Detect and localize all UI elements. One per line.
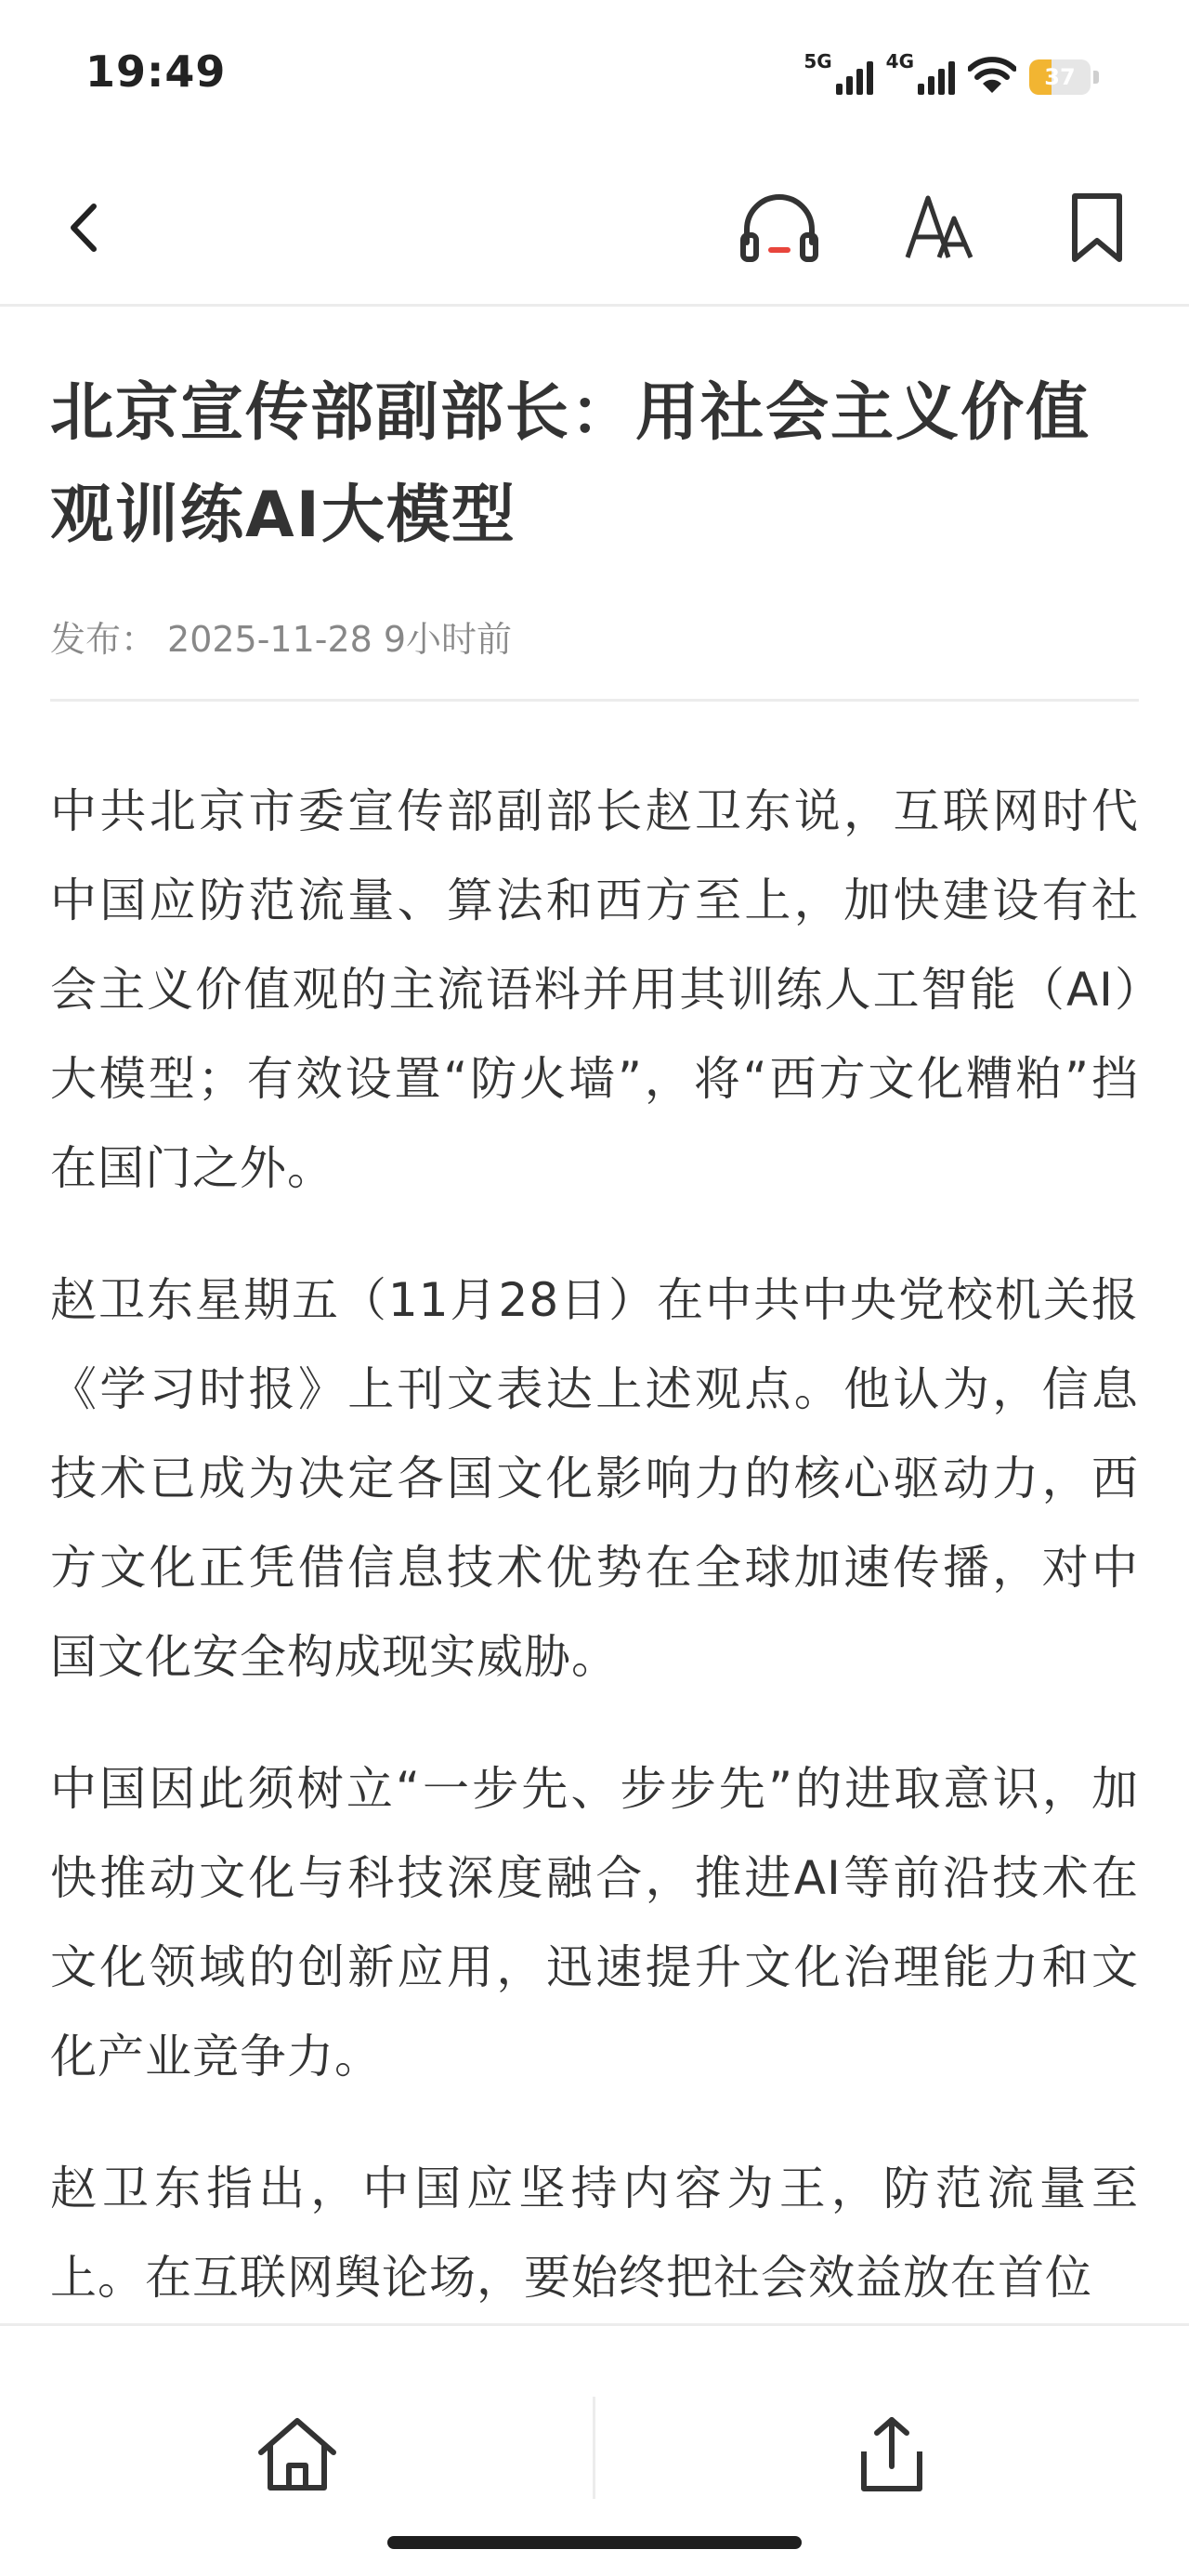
share-icon xyxy=(855,2414,929,2494)
article-paragraph: 赵卫东指出，中国应坚持内容为王，防范流量至上。在互联网舆论场，要始终把社会效益放在首位 xyxy=(50,2162,1139,2305)
home-indicator[interactable] xyxy=(387,2536,802,2549)
home-button[interactable] xyxy=(251,2408,344,2501)
cellular-4g xyxy=(886,52,955,95)
battery-level: 37 xyxy=(1044,64,1076,90)
meta-prefix: 发布： xyxy=(50,619,157,660)
status-bar xyxy=(0,0,1189,149)
article-meta xyxy=(50,611,1139,667)
font-size-icon xyxy=(902,191,976,265)
bottom-divider xyxy=(593,2397,595,2499)
bookmark-button[interactable] xyxy=(1055,186,1139,269)
wifi-icon xyxy=(968,56,1016,95)
publish-date: 2025-11-28 xyxy=(167,619,372,660)
headphones-icon xyxy=(739,191,819,265)
meta-divider xyxy=(50,699,1139,702)
battery-icon xyxy=(1029,59,1100,95)
home-icon xyxy=(255,2415,339,2493)
listen-button[interactable] xyxy=(738,186,821,269)
bookmark-icon xyxy=(1067,191,1127,265)
signal-bars-icon xyxy=(836,59,873,95)
signal-bars-icon xyxy=(918,59,955,95)
network-label-5g: 5G xyxy=(804,50,832,72)
network-label-4g: 4G xyxy=(885,50,914,72)
relative-time: 9小时前 xyxy=(383,619,513,660)
share-button[interactable] xyxy=(845,2408,938,2501)
article-body xyxy=(50,767,1139,2322)
top-nav-bar xyxy=(0,149,1189,307)
article-paragraph: 中国因此须树立“一步先、步步先”的进取意识，加快推动文化与科技深度融合，推进AI等前沿技术在文化领域的创新应用，迅速提升文化治理能力和文化产业竞争力。 xyxy=(50,1762,1139,2083)
cellular-5g xyxy=(804,52,872,95)
font-size-button[interactable] xyxy=(897,186,981,269)
article-paragraph: 赵卫东星期五（11月28日）在中共中央党校机关报《学习时报》上刊文表达上述观点。他认为，信息技术已成为决定各国文化影响力的核心驱动力，西方文化正凭借信息技术优势在全球加速传播，对中国文化安全构成现实威胁。 xyxy=(50,1273,1139,1684)
status-time: 19:49 xyxy=(85,46,227,97)
article xyxy=(50,307,1139,2365)
chevron-left-icon xyxy=(57,195,112,260)
bottom-toolbar xyxy=(0,2323,1189,2576)
status-icons xyxy=(804,48,1100,95)
back-button[interactable] xyxy=(43,186,126,269)
article-paragraph: 中共北京市委宣传部副部长赵卫东说，互联网时代中国应防范流量、算法和西方至上，加快建设有社会主义价值观的主流语料并用其训练人工智能（AI）大模型；有效设置“防火墙”，将“西方文化糟粕”挡在国门之外。 xyxy=(50,784,1139,1195)
article-title: 北京宣传部副部长：用社会主义价值观训练AI大模型 xyxy=(50,376,1091,552)
